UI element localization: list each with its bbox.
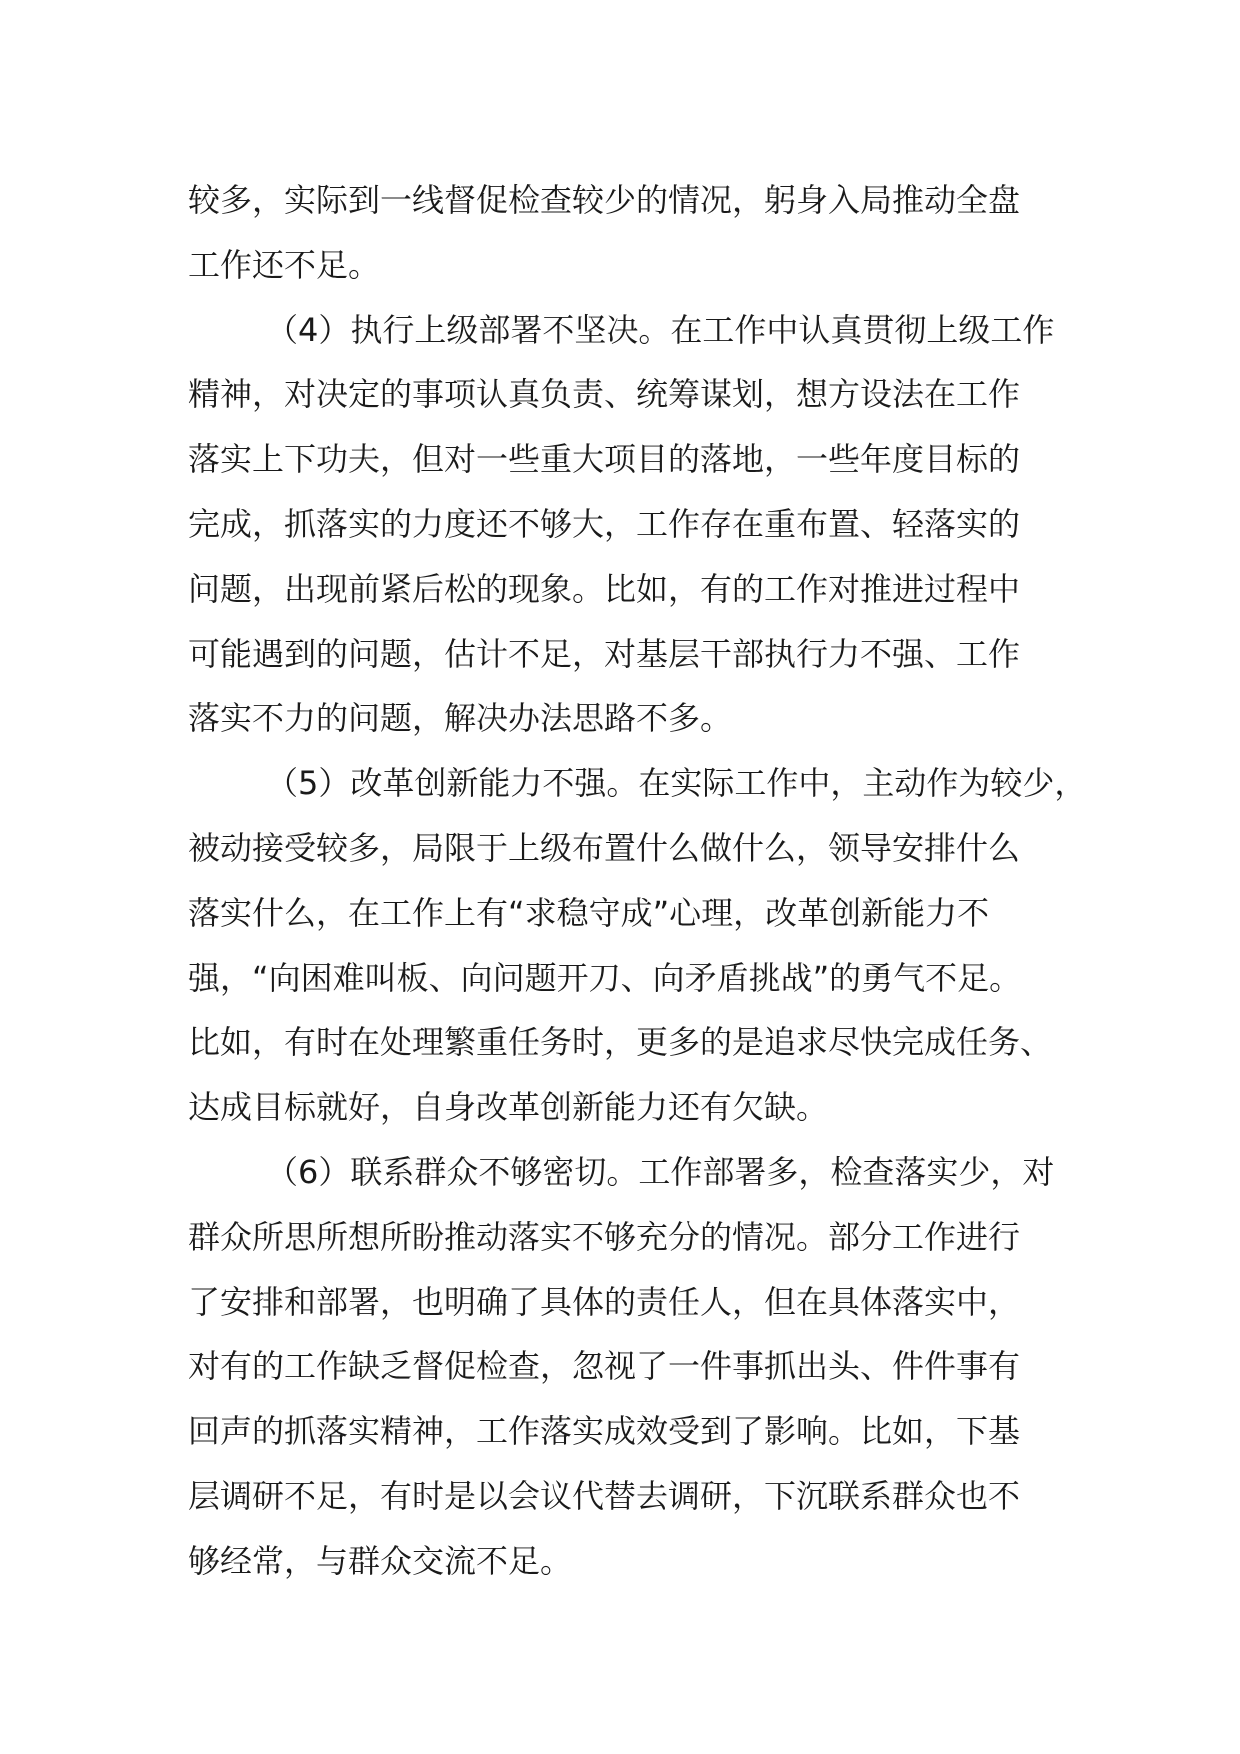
section-5-heading-line: （5）改革创新能力不强。在实际工作中，主动作为较少，: [266, 764, 1087, 803]
text-line: 强，“向困难叫板、向问题开刀、向矛盾挑战”的勇气不足。: [188, 958, 1022, 997]
text-line: 群众所思所想所盼推动落实不够充分的情况。部分工作进行: [188, 1217, 1021, 1256]
text-line: 完成，抓落实的力度还不够大，工作存在重布置、轻落实的: [188, 504, 1021, 543]
text-line: 够经常，与群众交流不足。: [188, 1541, 573, 1580]
text-line: 达成目标就好，自身改革创新能力还有欠缺。: [188, 1088, 829, 1127]
text-line: 较多，实际到一线督促检查较少的情况，躬身入局推动全盘: [188, 181, 1021, 219]
text-line: 对有的工作缺乏督促检查，忽视了一件事抓出头、件件事有: [188, 1347, 1021, 1386]
text-line: 工作还不足。: [188, 245, 381, 284]
text-line: 比如，有时在处理繁重任务时，更多的是追求尽快完成任务、: [188, 1023, 1053, 1062]
text-line: 被动接受较多，局限于上级布置什么做什么，领导安排什么: [188, 828, 1021, 867]
section-4-heading-line: （4）执行上级部署不坚决。在工作中认真贯彻上级工作: [266, 310, 1055, 349]
section-6-heading-line: （6）联系群众不够密切。工作部署多，检查落实少，对: [266, 1152, 1055, 1191]
text-line: 落实什么，在工作上有“求稳守成”心理，改革创新能力不: [188, 893, 990, 932]
text-line: 精神，对决定的事项认真负责、统筹谋划，想方设法在工作: [188, 375, 1021, 414]
text-line: 回声的抓落实精神，工作落实成效受到了影响。比如，下基: [188, 1412, 1021, 1451]
text-line: 了安排和部署，也明确了具体的责任人，但在具体落实中，: [188, 1282, 1021, 1321]
text-line: 落实上下功夫，但对一些重大项目的落地，一些年度目标的: [188, 440, 1021, 479]
text-line: 可能遇到的问题，估计不足，对基层干部执行力不强、工作: [188, 634, 1021, 673]
text-line: 层调研不足，有时是以会议代替去调研，下沉联系群众也不: [188, 1476, 1021, 1515]
text-line: 问题，出现前紧后松的现象。比如，有的工作对推进过程中: [188, 569, 1021, 608]
text-line: 落实不力的问题，解决办法思路不多。: [188, 699, 733, 738]
body-text: [188, 168, 1088, 1594]
